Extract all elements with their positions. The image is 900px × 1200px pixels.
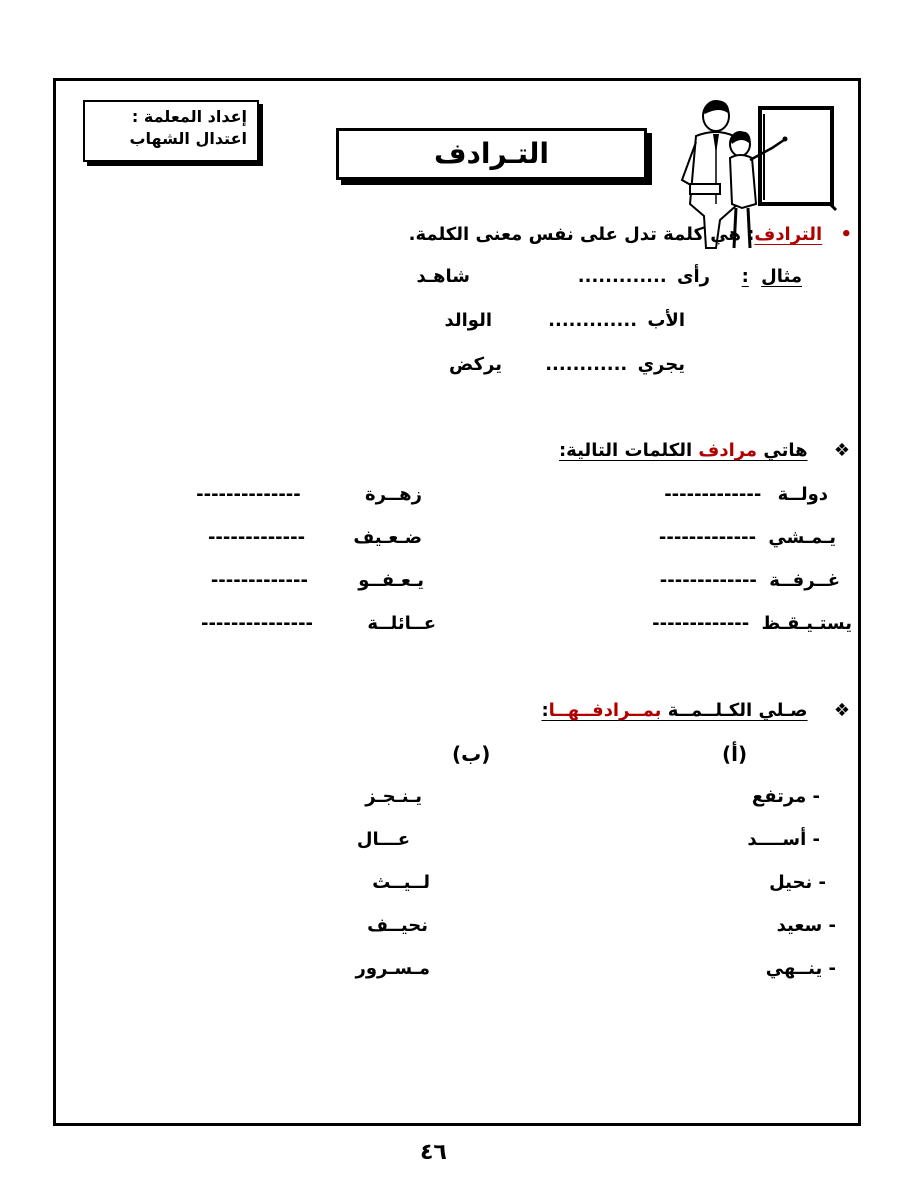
example-colon: : bbox=[741, 266, 749, 287]
exercise1-item bbox=[201, 613, 436, 634]
exercise1-item bbox=[659, 527, 836, 548]
example-word: يجري bbox=[637, 354, 685, 375]
exercise1-word: زهــرة bbox=[365, 484, 422, 505]
match-item-b[interactable]: عـــال bbox=[356, 829, 410, 850]
match-item-a[interactable]: - ينــهي bbox=[765, 958, 836, 979]
exercise1-word: يـمـشي bbox=[768, 527, 836, 548]
author-box bbox=[83, 100, 259, 162]
answer-line[interactable]: ------------- bbox=[207, 527, 306, 548]
definition-text: : هي كلمة تدل على نفس معنى الكلمة. bbox=[408, 224, 755, 245]
exercise1-keyword: مرادف bbox=[698, 440, 758, 461]
example-label: مثال bbox=[761, 266, 802, 287]
match-item-a[interactable]: - أســــد bbox=[747, 829, 820, 850]
exercise2-prefix: صـلي الكـلــمــة bbox=[661, 700, 808, 721]
author-name: اعتدال الشهاب bbox=[129, 129, 247, 148]
example-word: الأب bbox=[647, 310, 685, 331]
definition-term: الترادف bbox=[754, 224, 823, 245]
answer-line[interactable]: ------------- bbox=[659, 570, 757, 591]
column-a-label: (أ) bbox=[722, 742, 748, 766]
match-item-a[interactable]: - مرتفع bbox=[751, 786, 820, 807]
page-title: التـرادف bbox=[336, 128, 647, 180]
answer-line[interactable]: -------------- bbox=[196, 484, 301, 505]
answer-line[interactable]: ------------- bbox=[652, 613, 750, 634]
column-b-label: (ب) bbox=[452, 742, 491, 766]
exercise1-word: ضـعـيف bbox=[353, 527, 422, 548]
answer-line[interactable]: ------------- bbox=[210, 570, 308, 591]
example-dots: ............ bbox=[545, 354, 628, 375]
exercise1-heading bbox=[559, 440, 850, 461]
exercise1-bullet: ❖ bbox=[833, 440, 850, 461]
example-synonym: يركض bbox=[449, 354, 502, 375]
definition-bullet: • bbox=[840, 224, 852, 245]
example-synonym: الوالد bbox=[444, 310, 492, 331]
exercise1-item bbox=[664, 484, 828, 505]
exercise1-item bbox=[196, 484, 422, 505]
exercise1-item bbox=[211, 570, 424, 591]
answer-line[interactable]: ------------- bbox=[664, 484, 762, 505]
match-item-b[interactable]: لــيــث bbox=[372, 872, 430, 893]
author-label: إعداد المعلمة : bbox=[131, 107, 247, 126]
exercise2-heading bbox=[541, 700, 850, 721]
exercise1-prefix: هاتي bbox=[757, 440, 808, 461]
exercise1-suffix: الكلمات التالية: bbox=[558, 440, 699, 461]
exercise1-item bbox=[652, 613, 852, 634]
example-dots: ............. bbox=[577, 266, 667, 287]
example-dots: ............. bbox=[548, 310, 638, 331]
exercise2-bullet: ❖ bbox=[833, 700, 850, 721]
example-synonym: شاهـد bbox=[416, 266, 470, 287]
match-item-b[interactable]: مـسـرور bbox=[355, 958, 430, 979]
exercise2-suffix: : bbox=[541, 700, 549, 721]
exercise1-word: يـعـفــو bbox=[358, 570, 424, 591]
match-item-b[interactable]: نحيــف bbox=[367, 915, 428, 936]
example-row bbox=[548, 310, 685, 331]
exercise1-word: عــائلــة bbox=[367, 613, 436, 634]
exercise1-word: دولــة bbox=[777, 484, 828, 505]
exercise2-keyword: بمــرادفــهــا bbox=[548, 700, 662, 721]
match-item-a[interactable]: - سعيد bbox=[776, 915, 836, 936]
answer-line[interactable]: ------------- bbox=[658, 527, 757, 548]
example-label-group bbox=[742, 266, 802, 287]
example-row bbox=[545, 354, 685, 375]
exercise1-item bbox=[208, 527, 422, 548]
answer-line[interactable]: --------------- bbox=[200, 613, 314, 634]
exercise1-word: غــرفــة bbox=[769, 570, 840, 591]
match-item-a[interactable]: - نحيل bbox=[769, 872, 826, 893]
example-row bbox=[578, 266, 710, 287]
exercise1-item bbox=[660, 570, 840, 591]
page-number: ٤٦ bbox=[420, 1140, 447, 1165]
match-item-b[interactable]: يـنـجـز bbox=[365, 786, 422, 807]
definition-line bbox=[409, 224, 852, 245]
example-word: رأى bbox=[676, 266, 710, 287]
exercise1-word: يستـيـقـظ bbox=[761, 613, 852, 634]
